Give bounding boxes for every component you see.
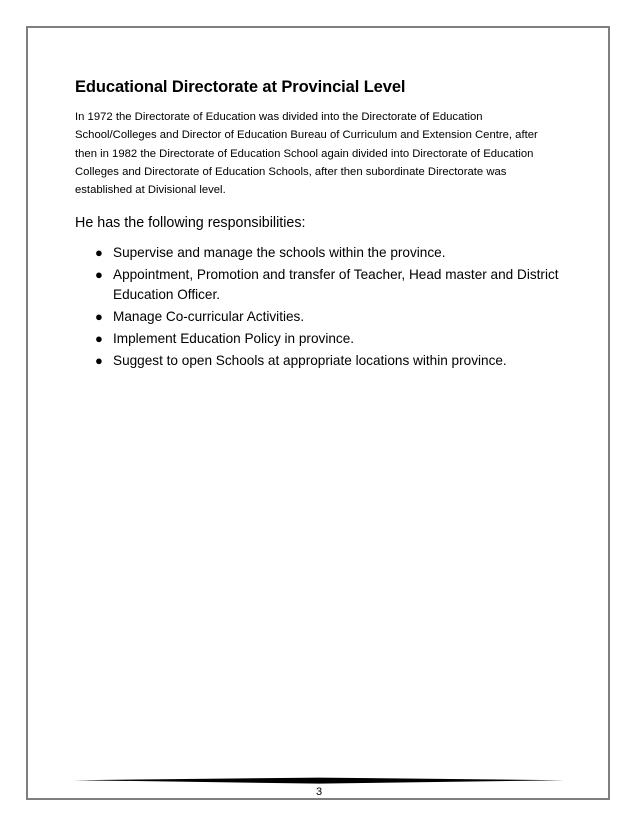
- paragraph-line: then in 1982 the Directorate of Education School again divided into Directorate of Education: [75, 147, 534, 160]
- paragraph-line: In 1972 the Directorate of Education was divided into the Directorate of Education: [75, 111, 483, 123]
- paragraph-line: Colleges and Directorate of Education Schools, after then subordinate Directorate was: [75, 165, 507, 178]
- list-item-text: Suggest to open Schools at appropriate locations within province.: [113, 353, 507, 369]
- list-item-text: Appointment, Promotion and transfer of Teacher, Head master and District Education Officer.: [113, 267, 559, 303]
- list-item-text: Supervise and manage the schools within the province.: [113, 245, 446, 261]
- document-body: [75, 78, 575, 373]
- responsibilities-intro: He has the following responsibilities:: [75, 215, 306, 232]
- bullet-icon: ●: [95, 309, 103, 325]
- bullet-icon: ●: [95, 267, 103, 283]
- bullet-icon: ●: [95, 331, 103, 347]
- list-item-text: Implement Education Policy in province.: [113, 331, 355, 347]
- page-number: 3: [315, 786, 323, 798]
- list-item: [95, 265, 575, 305]
- bullet-icon: ●: [95, 245, 103, 261]
- paragraph-line: School/Colleges and Director of Education Bureau of Curriculum and Extension Centre, after: [75, 129, 538, 142]
- list-item: [95, 351, 575, 371]
- section-heading: Educational Directorate at Provincial Level: [75, 78, 406, 96]
- footer-rule: [74, 777, 564, 785]
- paragraph-line: established at Divisional level.: [75, 184, 226, 197]
- bullet-icon: ●: [95, 353, 103, 369]
- list-item: [95, 307, 575, 327]
- intro-paragraph: [75, 108, 575, 199]
- footer-rule-shape: [74, 778, 564, 784]
- list-item: [95, 243, 575, 263]
- list-item-text: Manage Co-curricular Activities.: [113, 309, 305, 325]
- responsibilities-list: [75, 243, 575, 371]
- list-item: [95, 329, 575, 349]
